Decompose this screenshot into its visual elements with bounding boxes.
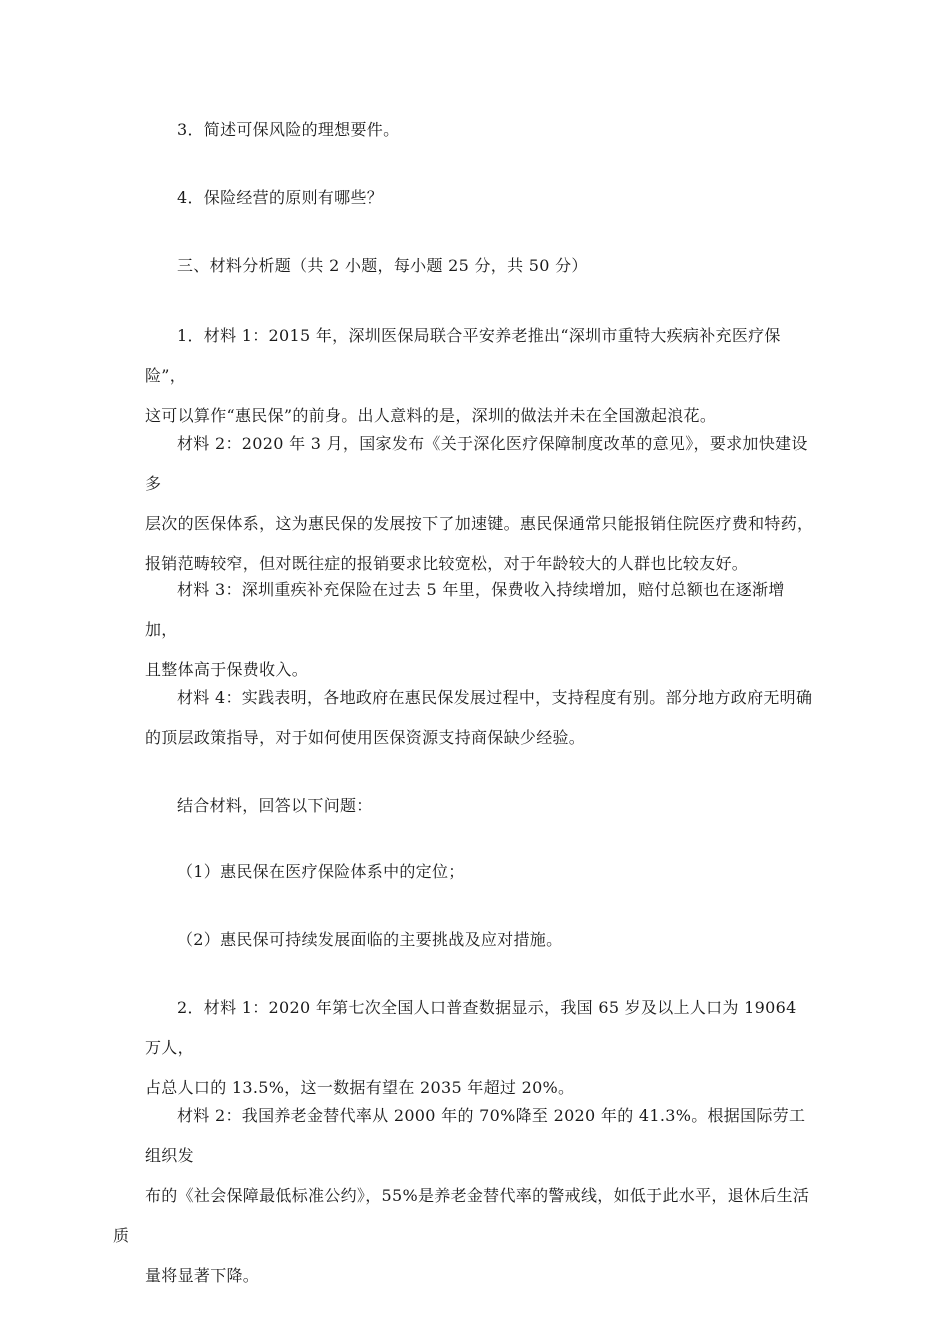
problem-2-material-2: [113, 1096, 817, 1296]
problem-1-material-2-line-1: 材料 2：2020 年 3 月，国家发布《关于深化医疗保障制度改革的意见》，要求加快建设多: [145, 434, 808, 493]
problem-1-material-1: [145, 316, 817, 436]
problem-1-subquestion-1-text: （1）惠民保在医疗保险体系中的定位；: [177, 862, 465, 881]
problem-1-material-2-line-3: 报销范畴较窄，但对既往症的报销要求比较宽松，对于年龄较大的人群也比较友好。: [145, 554, 749, 573]
question-3: [145, 110, 817, 150]
problem-2-material-1-line-1: 2．材料 1：2020 年第七次全国人口普查数据显示，我国 65 岁及以上人口为 19064 万人，: [145, 998, 797, 1057]
question-3-text: 3．简述可保风险的理想要件。: [177, 120, 400, 139]
question-4: [145, 178, 817, 218]
problem-1-prompt: [145, 786, 817, 826]
problem-1-material-4: [145, 678, 817, 758]
problem-1-material-3-line-1: 材料 3：深圳重疾补充保险在过去 5 年里，保费收入持续增加，赔付总额也在逐渐增加，: [145, 580, 785, 639]
problem-1-material-3-line-2: 且整体高于保费收入。: [145, 660, 309, 679]
problem-1-material-2-line-2: 层次的医保体系，这为惠民保的发展按下了加速键。惠民保通常只能报销住院医疗费和特药，: [145, 514, 814, 533]
section-heading-3-text: 三、材料分析题（共 2 小题，每小题 25 分，共 50 分）: [177, 256, 588, 275]
problem-1-material-2: [145, 424, 817, 584]
problem-2-material-2-line-1: 材料 2：我国养老金替代率从 2000 年的 70%降至 2020 年的 41.3%。根据国际劳工组织发: [145, 1106, 806, 1165]
problem-1-prompt-text: 结合材料，回答以下问题：: [177, 796, 373, 815]
problem-1-subquestion-2-text: （2）惠民保可持续发展面临的主要挑战及应对措施。: [177, 930, 563, 949]
problem-2-material-1-line-2: 占总人口的 13.5%，这一数据有望在 2035 年超过 20%。: [145, 1078, 575, 1097]
problem-1-subquestion-1: [145, 852, 817, 892]
problem-2-material-1: [145, 988, 817, 1108]
problem-1-material-1-line-1: 1．材料 1：2015 年，深圳医保局联合平安养老推出“深圳市重特大疾病补充医疗保险”，: [145, 326, 781, 385]
problem-2-material-2-line-3: 量将显著下降。: [145, 1266, 260, 1285]
problem-1-subquestion-2: [145, 920, 817, 960]
problem-1-material-1-line-2: 这可以算作“惠民保”的前身。出人意料的是，深圳的做法并未在全国激起浪花。: [145, 406, 717, 425]
section-heading-3: [145, 246, 817, 286]
problem-1-material-4-line-1: 材料 4：实践表明，各地政府在惠民保发展过程中，支持程度有别。部分地方政府无明确: [177, 688, 813, 707]
problem-1-material-4-line-2: 的顶层政策指导，对于如何使用医保资源支持商保缺少经验。: [145, 728, 586, 747]
problem-1-material-3: [145, 570, 817, 690]
question-4-text: 4．保险经营的原则有哪些？: [177, 188, 384, 207]
problem-2-material-2-line-2: 布的《社会保障最低标准公约》，55%是养老金替代率的警戒线，如低于此水平，退休后生活质: [113, 1186, 810, 1245]
